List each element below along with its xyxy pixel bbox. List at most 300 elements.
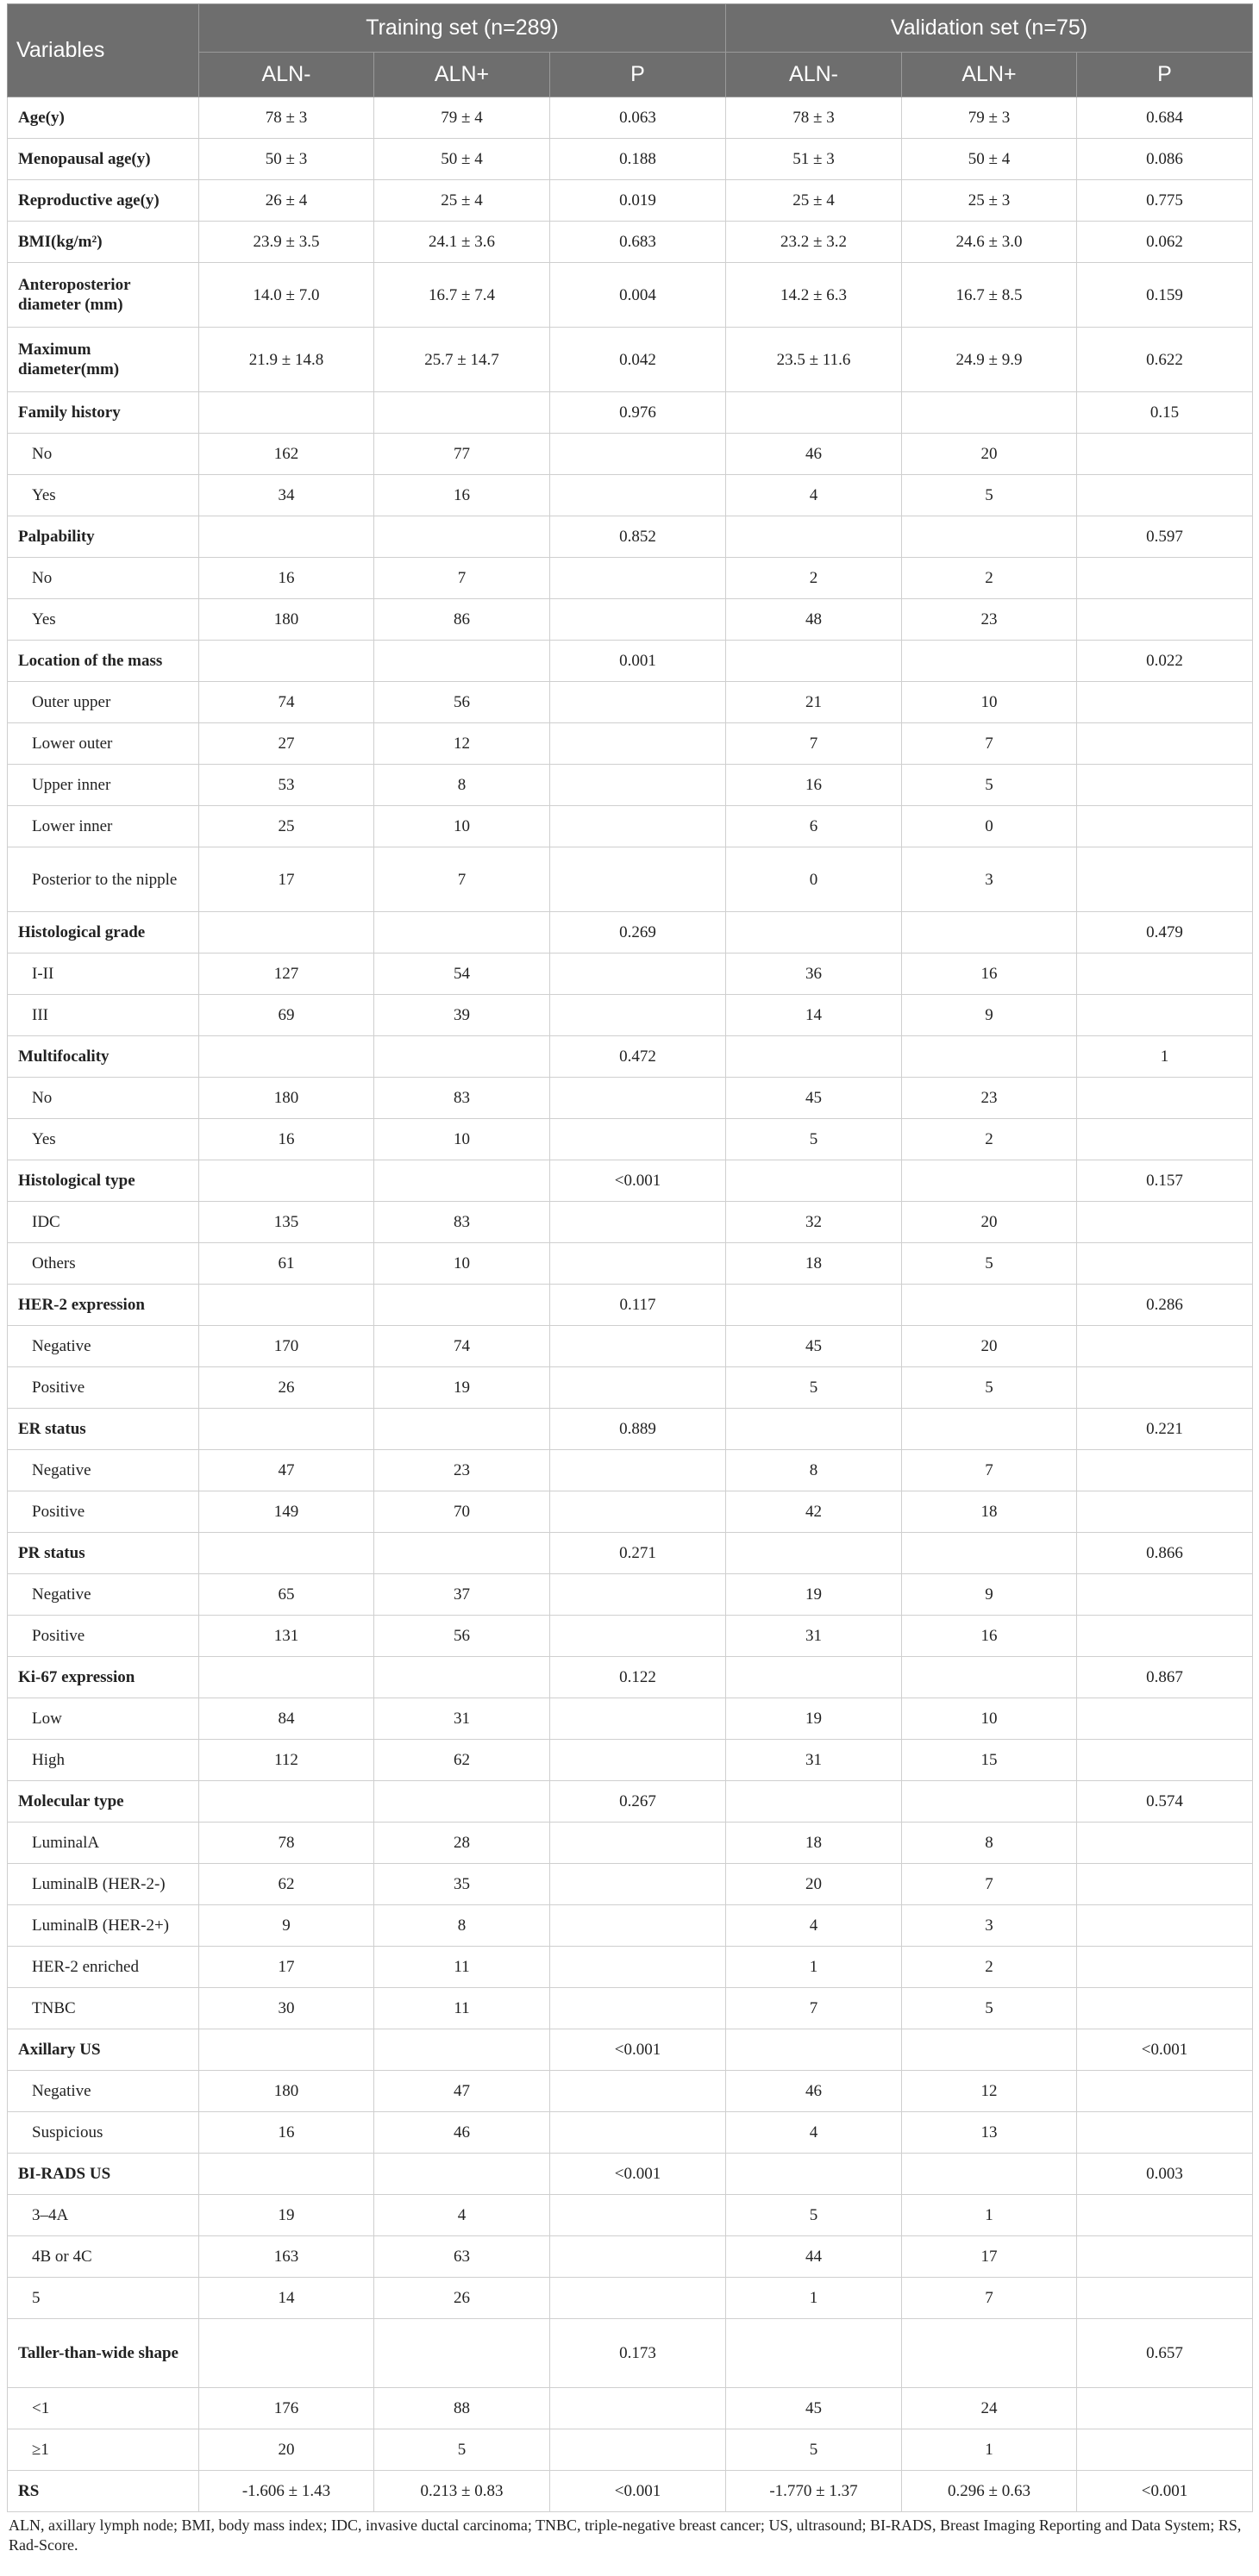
variable-label: Palpability [8,516,199,558]
cell-validation-aln-pos: 2 [902,1947,1077,1988]
cell-training-p: <0.001 [550,2029,726,2071]
table-row [8,765,1253,806]
cell-training-aln-neg: 47 [199,1450,374,1491]
cell-training-aln-neg: 26 [199,1367,374,1409]
cell-training-aln-neg: 9 [199,1905,374,1947]
table-body [8,97,1253,2512]
cell-validation-p [1077,847,1253,912]
cell-validation-aln-pos: 20 [902,434,1077,475]
variable-label: Axillary US [8,2029,199,2071]
cell-validation-aln-pos: 15 [902,1740,1077,1781]
cell-validation-aln-neg [726,1409,902,1450]
cell-training-aln-neg [199,2319,374,2388]
cell-validation-aln-neg: 14.2 ± 6.3 [726,263,902,328]
cell-training-aln-pos: 74 [374,1326,550,1367]
cell-training-p [550,1491,726,1533]
cell-validation-aln-pos: 79 ± 3 [902,97,1077,139]
table-row [8,1491,1253,1533]
cell-training-aln-neg: 16 [199,1119,374,1160]
category-label: IDC [8,1202,199,1243]
cell-training-aln-pos: 79 ± 4 [374,97,550,139]
table-row [8,1036,1253,1078]
cell-training-p: 0.683 [550,222,726,263]
cell-validation-aln-neg [726,1285,902,1326]
cell-training-aln-pos: 46 [374,2112,550,2154]
table-header [8,4,1253,97]
cell-training-aln-pos: 88 [374,2388,550,2429]
cell-training-aln-pos [374,392,550,434]
category-label: III [8,995,199,1036]
cell-training-aln-neg: 65 [199,1574,374,1616]
cell-validation-p: 0.157 [1077,1160,1253,1202]
cell-training-aln-neg: 62 [199,1864,374,1905]
cell-validation-p [1077,1616,1253,1657]
cell-validation-aln-neg [726,641,902,682]
cell-validation-aln-pos: 24.9 ± 9.9 [902,328,1077,392]
header-validation-p: P [1077,53,1253,97]
cell-training-aln-pos: 16.7 ± 7.4 [374,263,550,328]
table-row [8,139,1253,180]
cell-training-aln-neg [199,912,374,953]
cell-training-aln-neg: 14 [199,2278,374,2319]
cell-training-aln-neg [199,2154,374,2195]
cell-training-aln-pos: 86 [374,599,550,641]
table-row [8,1078,1253,1119]
table-row [8,1367,1253,1409]
cell-validation-p [1077,765,1253,806]
cell-training-aln-neg: 78 [199,1823,374,1864]
cell-validation-p [1077,1823,1253,1864]
table-row [8,847,1253,912]
cell-validation-aln-pos [902,1657,1077,1698]
cell-validation-aln-pos: 7 [902,1864,1077,1905]
category-label: Suspicious [8,2112,199,2154]
cell-training-aln-pos: 39 [374,995,550,1036]
cell-validation-aln-neg: 51 ± 3 [726,139,902,180]
cell-training-p [550,682,726,723]
cell-training-aln-pos [374,912,550,953]
header-variables: Variables [8,4,199,97]
cell-validation-aln-pos: 10 [902,682,1077,723]
cell-training-aln-neg: 127 [199,953,374,995]
table-row [8,328,1253,392]
cell-validation-aln-pos: 0 [902,806,1077,847]
cell-validation-aln-neg: 7 [726,1988,902,2029]
cell-validation-aln-neg: 42 [726,1491,902,1533]
cell-training-aln-pos: 63 [374,2236,550,2278]
table-row [8,1905,1253,1947]
cell-training-p [550,1864,726,1905]
cell-validation-p: 0.574 [1077,1781,1253,1823]
cell-training-p: 0.004 [550,263,726,328]
cell-validation-aln-neg: -1.770 ± 1.37 [726,2471,902,2512]
table-row [8,180,1253,222]
cell-validation-aln-neg [726,1657,902,1698]
cell-training-aln-neg: 19 [199,2195,374,2236]
cell-training-aln-neg [199,641,374,682]
cell-training-aln-pos: 10 [374,1119,550,1160]
cell-training-p: 0.269 [550,912,726,953]
cell-training-aln-pos [374,1781,550,1823]
cell-training-aln-neg [199,1160,374,1202]
cell-validation-aln-neg: 5 [726,2195,902,2236]
cell-training-p [550,599,726,641]
cell-training-aln-pos [374,2154,550,2195]
cell-training-aln-neg: 61 [199,1243,374,1285]
table-row [8,263,1253,328]
table-row [8,2154,1253,2195]
cell-validation-aln-neg [726,392,902,434]
table-row [8,723,1253,765]
table-row [8,1243,1253,1285]
cell-validation-p [1077,682,1253,723]
cell-training-aln-neg: 23.9 ± 3.5 [199,222,374,263]
cell-validation-aln-neg: 19 [726,1574,902,1616]
cell-validation-aln-pos: 8 [902,1823,1077,1864]
variable-label: PR status [8,1533,199,1574]
cell-validation-aln-pos: 24 [902,2388,1077,2429]
cell-validation-p: 0.062 [1077,222,1253,263]
header-training-p: P [550,53,726,97]
table-row [8,392,1253,434]
table-row [8,682,1253,723]
category-label: 4B or 4C [8,2236,199,2278]
cell-training-p: <0.001 [550,2154,726,2195]
cell-validation-aln-neg: 46 [726,434,902,475]
header-training-aln-pos: ALN+ [374,53,550,97]
table-row [8,2236,1253,2278]
cell-training-aln-neg [199,392,374,434]
category-label: High [8,1740,199,1781]
cell-validation-aln-neg: 18 [726,1243,902,1285]
cell-training-aln-pos: 28 [374,1823,550,1864]
category-label: Positive [8,1616,199,1657]
cell-training-aln-neg: 135 [199,1202,374,1243]
cell-validation-aln-neg [726,2029,902,2071]
cell-validation-aln-neg: 2 [726,558,902,599]
cell-validation-p [1077,1119,1253,1160]
cell-validation-aln-neg: 25 ± 4 [726,180,902,222]
cell-training-p [550,1905,726,1947]
cell-validation-p: 0.775 [1077,180,1253,222]
cell-validation-aln-pos [902,392,1077,434]
category-label: No [8,558,199,599]
cell-validation-aln-neg: 7 [726,723,902,765]
cell-validation-p [1077,2388,1253,2429]
cell-validation-p [1077,1698,1253,1740]
cell-training-p [550,434,726,475]
cell-validation-p: 0.479 [1077,912,1253,953]
cell-validation-aln-neg [726,912,902,953]
category-label: Positive [8,1367,199,1409]
cell-training-p: 0.889 [550,1409,726,1450]
cell-training-p [550,558,726,599]
cell-validation-aln-pos: 9 [902,1574,1077,1616]
table-row [8,1823,1253,1864]
table-row [8,1574,1253,1616]
table-row [8,222,1253,263]
category-label: Negative [8,1574,199,1616]
cell-validation-aln-neg: 1 [726,1947,902,1988]
category-label: No [8,1078,199,1119]
cell-training-p [550,475,726,516]
table-row [8,1450,1253,1491]
cell-training-aln-pos: 0.213 ± 0.83 [374,2471,550,2512]
cell-training-p [550,1740,726,1781]
cell-validation-aln-pos [902,641,1077,682]
cell-validation-p [1077,2278,1253,2319]
cell-validation-aln-neg: 78 ± 3 [726,97,902,139]
cell-training-p [550,953,726,995]
cell-validation-aln-neg [726,516,902,558]
cell-validation-aln-pos: 50 ± 4 [902,139,1077,180]
cell-validation-aln-neg: 21 [726,682,902,723]
cell-training-p: 0.271 [550,1533,726,1574]
variable-label: Histological grade [8,912,199,953]
cell-validation-aln-neg: 19 [726,1698,902,1740]
cell-validation-aln-neg: 45 [726,1326,902,1367]
cell-training-aln-neg: 16 [199,558,374,599]
table-row [8,1202,1253,1243]
category-label: Others [8,1243,199,1285]
cell-training-p [550,1202,726,1243]
cell-training-aln-pos: 24.1 ± 3.6 [374,222,550,263]
cell-training-aln-neg: 27 [199,723,374,765]
cell-training-aln-neg: 50 ± 3 [199,139,374,180]
cell-training-aln-pos: 50 ± 4 [374,139,550,180]
cell-training-aln-pos: 8 [374,765,550,806]
cell-validation-aln-pos: 5 [902,1367,1077,1409]
cell-training-aln-neg: 180 [199,2071,374,2112]
variable-label: RS [8,2471,199,2512]
cell-validation-aln-pos: 10 [902,1698,1077,1740]
cell-validation-p [1077,1326,1253,1367]
cell-training-aln-pos: 7 [374,847,550,912]
cell-validation-aln-pos: 3 [902,847,1077,912]
cell-training-p: 0.472 [550,1036,726,1078]
cell-training-aln-pos [374,1533,550,1574]
cell-validation-p: 0.866 [1077,1533,1253,1574]
cell-training-p [550,1988,726,2029]
table-row [8,1657,1253,1698]
cell-validation-p: 1 [1077,1036,1253,1078]
cell-validation-aln-neg [726,1781,902,1823]
cell-training-aln-pos: 7 [374,558,550,599]
cell-training-aln-neg: 180 [199,1078,374,1119]
category-label: 5 [8,2278,199,2319]
cell-training-aln-neg: 131 [199,1616,374,1657]
cell-training-aln-neg: 17 [199,847,374,912]
cell-validation-p [1077,1243,1253,1285]
category-label: Posterior to the nipple [8,847,199,912]
cell-training-p [550,2429,726,2471]
cell-validation-aln-pos: 18 [902,1491,1077,1533]
cell-validation-p [1077,434,1253,475]
cell-training-aln-pos: 12 [374,723,550,765]
table-row [8,516,1253,558]
cell-training-aln-neg: 74 [199,682,374,723]
table-row [8,953,1253,995]
cell-training-p [550,2112,726,2154]
cell-training-p: 0.188 [550,139,726,180]
category-label: LuminalB (HER-2-) [8,1864,199,1905]
cell-training-aln-neg: -1.606 ± 1.43 [199,2471,374,2512]
table-footnote: ALN, axillary lymph node; BMI, body mass index; IDC, invasive ductal carcinoma; TNBC, triple-negative breast cancer; US, ultrasound; BI-RADS, Breast Imaging Reporting and Data System; RS, Rad-Score. [9,2517,1242,2554]
cell-training-aln-pos [374,2029,550,2071]
cell-validation-aln-neg: 8 [726,1450,902,1491]
variable-label: HER-2 expression [8,1285,199,1326]
cell-training-aln-neg: 112 [199,1740,374,1781]
cell-training-p [550,1367,726,1409]
category-label: Yes [8,475,199,516]
variable-label: ER status [8,1409,199,1450]
cell-validation-aln-neg: 1 [726,2278,902,2319]
cell-validation-aln-pos [902,1533,1077,1574]
cell-training-aln-pos: 70 [374,1491,550,1533]
cell-training-aln-neg: 162 [199,434,374,475]
table-row [8,1160,1253,1202]
cell-training-aln-pos [374,641,550,682]
cell-validation-p: <0.001 [1077,2471,1253,2512]
category-label: Low [8,1698,199,1740]
cell-training-aln-neg: 163 [199,2236,374,2278]
cell-training-p [550,2236,726,2278]
category-label: Yes [8,599,199,641]
cell-training-aln-neg: 17 [199,1947,374,1988]
cell-validation-aln-neg: 14 [726,995,902,1036]
cell-training-aln-pos: 25.7 ± 14.7 [374,328,550,392]
table-row [8,1409,1253,1450]
cell-training-aln-pos [374,1409,550,1450]
cell-validation-aln-pos [902,1036,1077,1078]
category-label: Yes [8,1119,199,1160]
cell-training-aln-neg [199,1285,374,1326]
cell-validation-aln-pos: 23 [902,599,1077,641]
cell-validation-p: 0.15 [1077,392,1253,434]
variable-label: Taller-than-wide shape [8,2319,199,2388]
cell-validation-aln-pos: 23 [902,1078,1077,1119]
table-row [8,599,1253,641]
cell-training-aln-pos: 8 [374,1905,550,1947]
variable-label: BMI(kg/m²) [8,222,199,263]
cell-validation-p: 0.086 [1077,139,1253,180]
table-row [8,641,1253,682]
cell-validation-p [1077,475,1253,516]
cell-training-aln-pos: 11 [374,1947,550,1988]
cell-training-aln-neg: 170 [199,1326,374,1367]
header-validation-aln-neg: ALN- [726,53,902,97]
cell-training-aln-pos: 37 [374,1574,550,1616]
cell-validation-aln-neg: 4 [726,2112,902,2154]
header-validation-set: Validation set (n=75) [726,4,1253,53]
cell-training-p [550,1823,726,1864]
table-row [8,2388,1253,2429]
table-row [8,1947,1253,1988]
table-row [8,1616,1253,1657]
cell-validation-aln-pos: 7 [902,723,1077,765]
cell-training-aln-pos: 77 [374,434,550,475]
cell-training-p: 0.063 [550,97,726,139]
cell-validation-aln-pos: 5 [902,1988,1077,2029]
cell-training-aln-pos [374,2319,550,2388]
cell-validation-aln-pos: 7 [902,1450,1077,1491]
cell-validation-p: 0.003 [1077,2154,1253,2195]
cell-training-aln-pos: 62 [374,1740,550,1781]
table-row [8,2471,1253,2512]
cell-validation-aln-pos: 12 [902,2071,1077,2112]
cell-validation-p [1077,599,1253,641]
cell-training-aln-neg: 53 [199,765,374,806]
cell-training-p [550,1243,726,1285]
cell-training-aln-neg: 84 [199,1698,374,1740]
cell-validation-aln-pos: 16 [902,953,1077,995]
cell-validation-aln-neg: 5 [726,2429,902,2471]
cell-validation-aln-neg: 23.5 ± 11.6 [726,328,902,392]
table-row [8,2071,1253,2112]
cell-validation-aln-pos: 20 [902,1326,1077,1367]
header-training-set: Training set (n=289) [199,4,726,53]
cell-training-p: 0.001 [550,641,726,682]
table-row [8,475,1253,516]
cell-training-aln-pos: 26 [374,2278,550,2319]
cell-training-p: 0.117 [550,1285,726,1326]
category-label: Lower outer [8,723,199,765]
cell-training-p: 0.976 [550,392,726,434]
cell-training-aln-pos: 10 [374,806,550,847]
variable-label: BI-RADS US [8,2154,199,2195]
cell-validation-aln-neg [726,2319,902,2388]
cell-training-aln-pos: 31 [374,1698,550,1740]
table-row [8,1119,1253,1160]
header-validation-aln-pos: ALN+ [902,53,1077,97]
cell-training-aln-pos: 5 [374,2429,550,2471]
category-label: I-II [8,953,199,995]
table-row [8,434,1253,475]
cell-training-p [550,847,726,912]
variable-label: Family history [8,392,199,434]
cell-validation-aln-neg: 16 [726,765,902,806]
cell-validation-p: 0.657 [1077,2319,1253,2388]
table-row [8,2112,1253,2154]
cell-training-aln-neg [199,2029,374,2071]
cell-validation-aln-pos [902,912,1077,953]
variable-label: Multifocality [8,1036,199,1078]
cell-validation-aln-pos: 1 [902,2429,1077,2471]
cell-validation-aln-pos: 9 [902,995,1077,1036]
cell-training-aln-neg [199,1036,374,1078]
cell-training-aln-pos: 35 [374,1864,550,1905]
cell-validation-aln-neg [726,1533,902,1574]
cell-training-p [550,1947,726,1988]
cell-validation-p: <0.001 [1077,2029,1253,2071]
cell-validation-aln-pos: 13 [902,2112,1077,2154]
variable-label: Anteroposterior diameter (mm) [8,263,199,328]
cell-training-p [550,806,726,847]
cell-validation-p: 0.622 [1077,328,1253,392]
table-row [8,1740,1253,1781]
cell-validation-aln-neg [726,1160,902,1202]
cell-training-aln-pos [374,1160,550,1202]
cell-validation-aln-pos [902,2029,1077,2071]
cell-validation-aln-neg: 45 [726,1078,902,1119]
header-training-aln-neg: ALN- [199,53,374,97]
cell-training-aln-pos [374,1285,550,1326]
cell-validation-aln-neg: 44 [726,2236,902,2278]
category-label: No [8,434,199,475]
category-label: Negative [8,1326,199,1367]
category-label: Lower inner [8,806,199,847]
cell-training-aln-neg [199,1409,374,1450]
